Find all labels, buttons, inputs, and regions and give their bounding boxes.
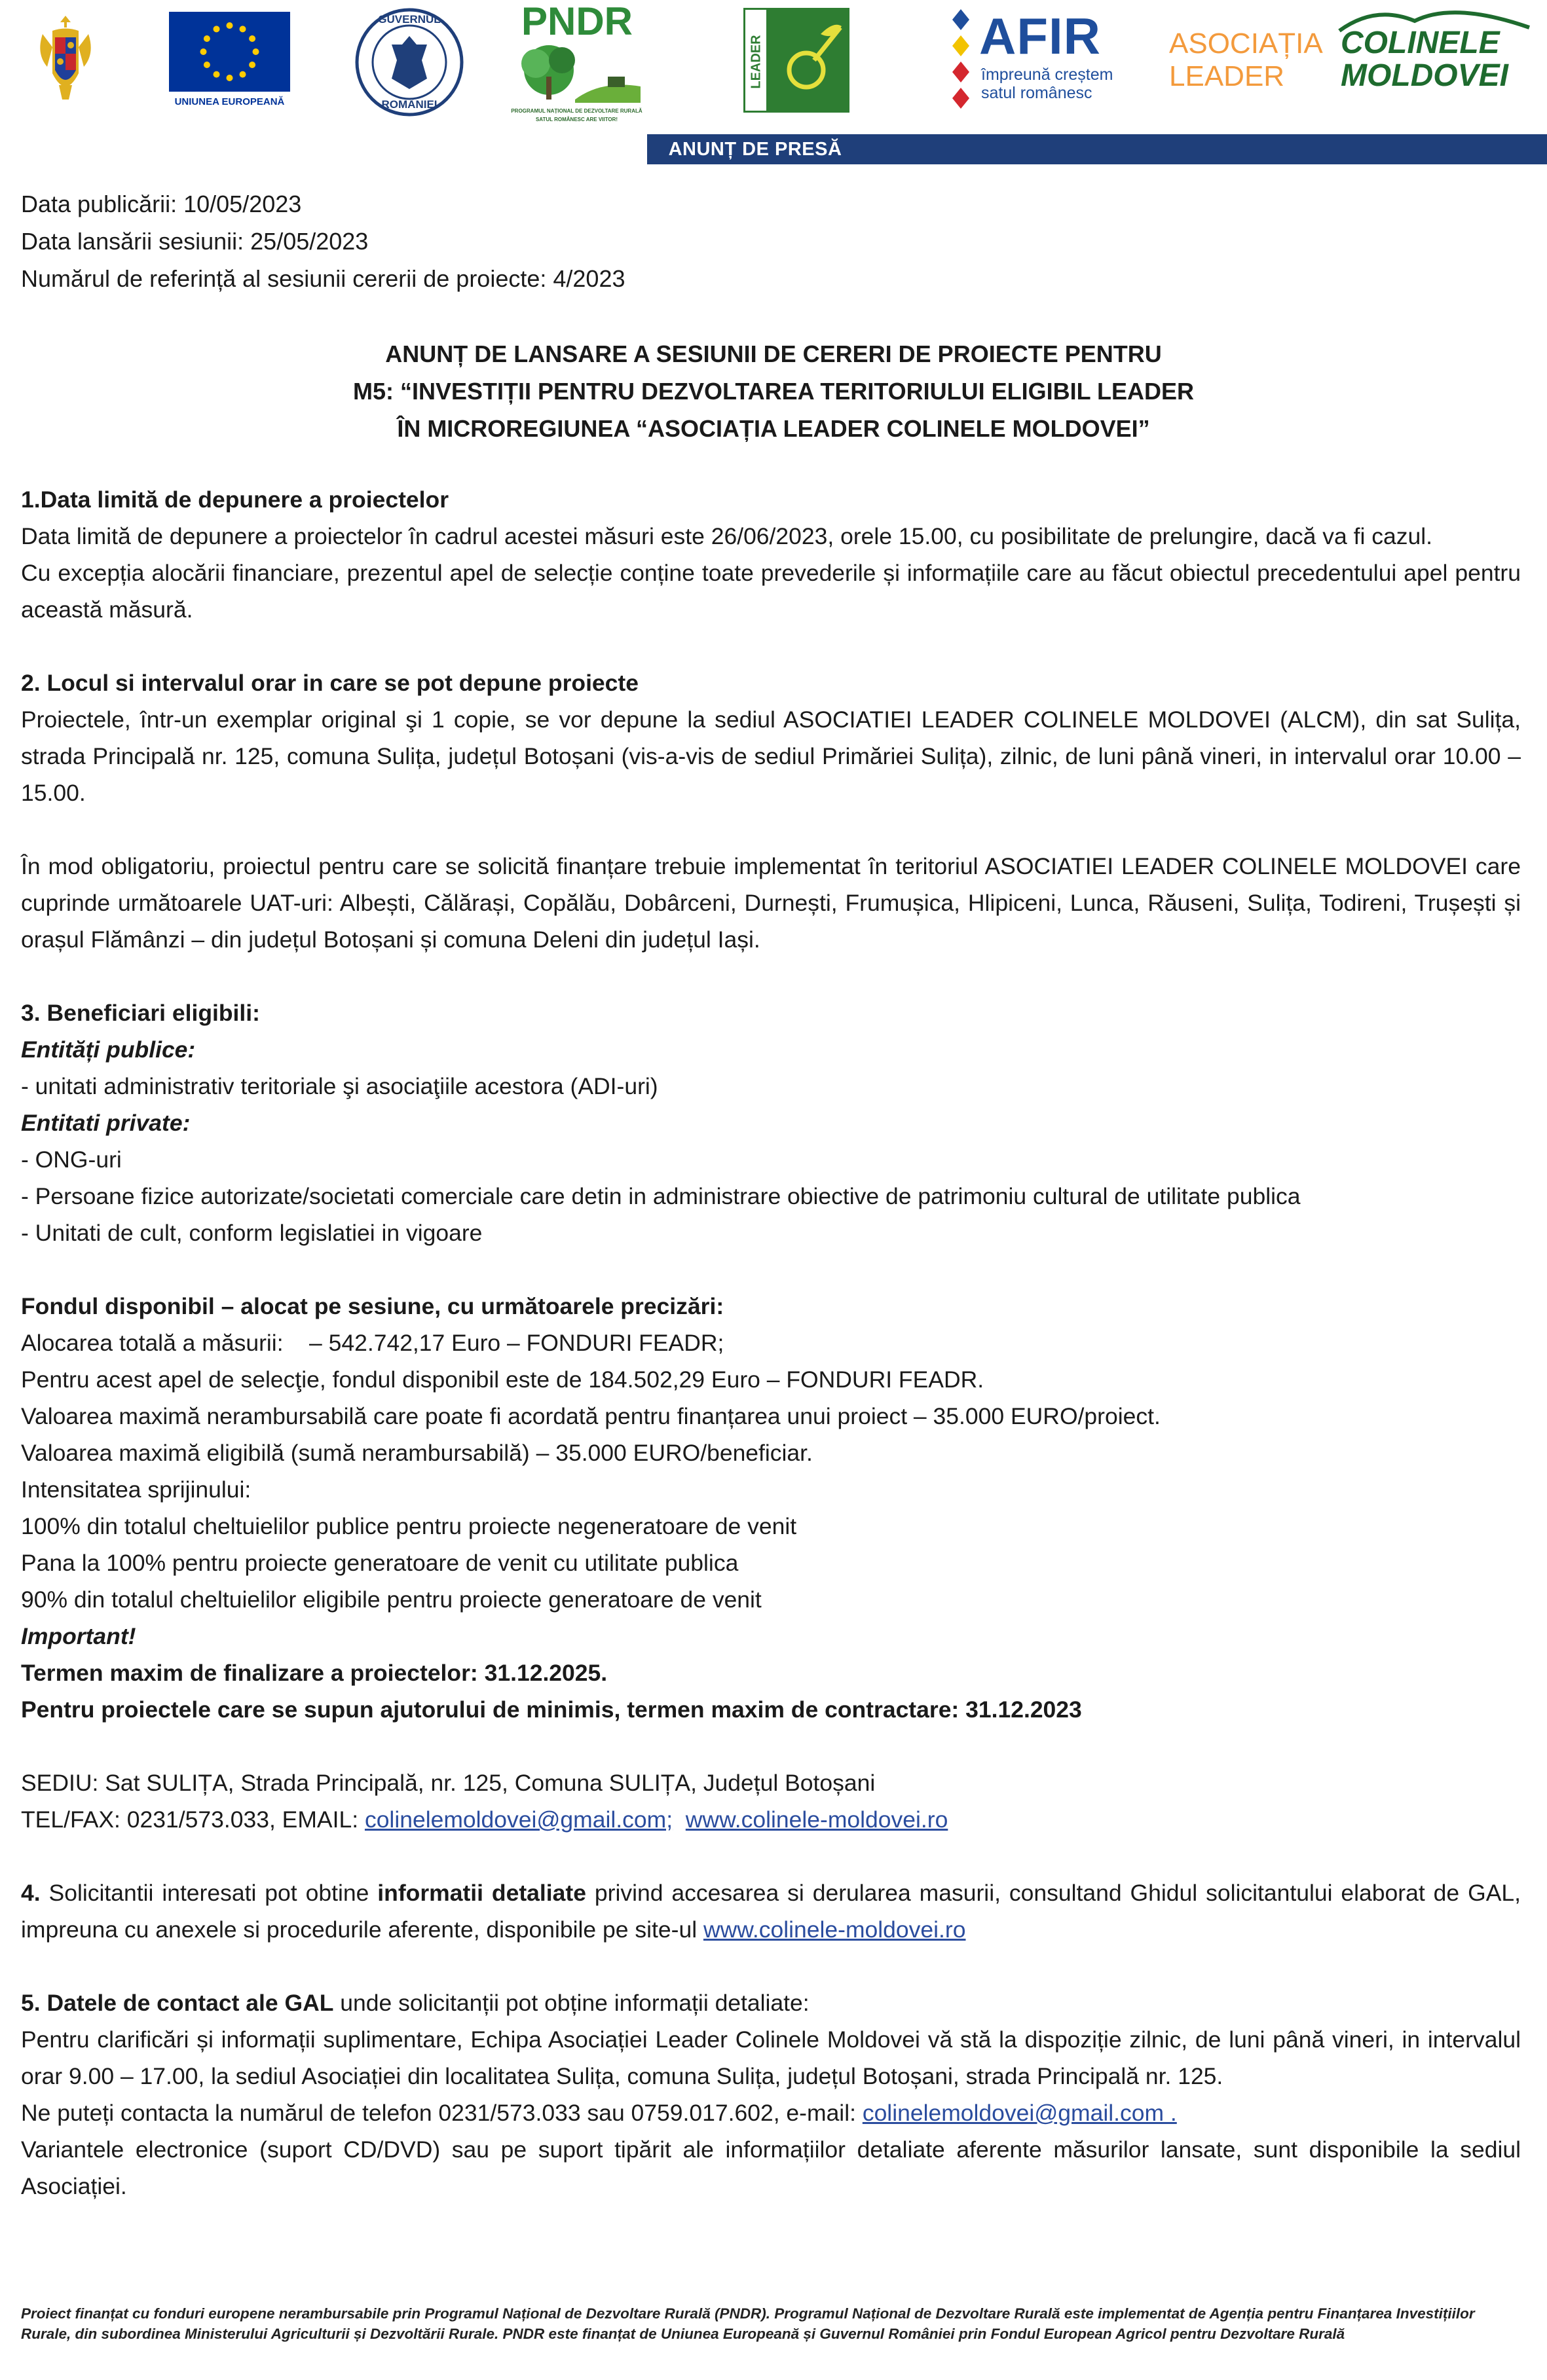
pndr-tree-logo-icon [510,41,644,106]
launch-date: Data lansării sesiunii: 25/05/2023 [21,228,369,255]
romania-coat-of-arms-icon [33,8,98,113]
publication-date: Data publicării: 10/05/2023 [21,191,302,217]
gov-label-top: GUVERNUL [378,13,441,26]
eu-label: UNIUNEA EUROPEANĂ [174,96,285,107]
section-2-heading: 2. Locul si intervalul orar in care se pot depune proiecte [21,670,639,696]
fund-heading: Fondul disponibil – alocat pe sesiune, cu următoarele precizări: [21,1293,724,1319]
fund-line: Intensitatea sprijinului: [21,1476,252,1503]
section-3-heading: 3. Beneficiari eligibili: [21,1000,260,1026]
afir-label: AFIR [979,7,1101,65]
private-entity-item: - ONG-uri [21,1146,122,1173]
session-meta [21,185,625,297]
pndr-logo [510,0,644,128]
section-5-heading-rest: unde solicitanții pot obține informații detaliate: [333,1990,810,2016]
section-4-paragraph [21,1875,1521,1948]
footer-note: Proiect finanțat cu fonduri europene nerambursabile prin Programul Național de Dezvoltare Rurală (PNDR). Programul Național de Dezvoltare Rurală este implementat de Agenția pentru Finanțarea Investițiilor Rurale, din subordinea Ministerului Agriculturii și Dezvoltării Rurale. PNDR este finanțat de Uniunea Europeană și Guvernul României prin Fondul European Agricol pentru Dezvoltare Rurală [21,2305,1475,2342]
email-link[interactable]: colinelemoldovei@gmail.com; [364,1806,673,1833]
fund-line: Pentru acest apel de selecţie, fondul disponibil este de 184.502,29 Euro – FONDURI FEADR. [21,1366,984,1393]
section-5-heading-line [21,1985,1521,2021]
completion-deadline: Termen maxim de finalizare a proiectelor: 31.12.2025. [21,1660,608,1686]
email-link[interactable]: colinelemoldovei@gmail.com . [862,2100,1177,2126]
leader-logo [743,8,849,113]
section-2-location: Proiectele, într-un exemplar original şi 1 copie, se vor depune la sediul ASOCIATIEI LEADER COLINELE MOLDOVEI (ALCM), din sat Sulița, strada Principală nr. 125, comuna Sulița, județul Botoșani (vis-a-vis de sediul Primăriei Sulița), zilnic, de luni până vineri, in intervalul orar 10.00 – 15.00. [21,706,1521,806]
fund-line: Pana la 100% pentru proiecte generatoare de venit cu utilitate publica [21,1550,739,1576]
fund-line: 90% din totalul cheltuielilor eligibile pentru proiecte generatoare de venit [21,1586,762,1613]
fund-line: Valoarea maximă nerambursabilă care poate fi acordată pentru finanțarea unui proiect – 35.000 EURO/proiect. [21,1403,1161,1429]
title-line-3: ÎN MICROREGIUNEA “ASOCIAȚIA LEADER COLINELE MOLDOVEI” [397,415,1150,442]
announcement-body [21,481,1521,2205]
alcm-label-1: ASOCIAȚIA [1169,27,1323,60]
important-label: Important! [21,1623,136,1649]
alcm-label-4: MOLDOVEI [1341,58,1509,93]
website-link[interactable]: www.colinele-moldovei.ro [685,1806,948,1833]
title-line-2: M5: “INVESTIȚII PENTRU DEZVOLTAREA TERITORIULUI ELIGIBIL LEADER [352,378,1195,405]
leader-logo-icon [768,8,849,113]
alcm-label-3: COLINELE [1341,26,1500,60]
fund-line: 100% din totalul cheltuielilor publice pentru proiecte negeneratoare de venit [21,1513,797,1539]
section-1-deadline: Data limită de depunere a proiectelor în cadrul acestei măsuri este 26/06/2023, orele 15.00, cu posibilitate de prelungire, dacă va fi cazul. [21,523,1432,549]
afir-sub-1: împreună creștem [981,65,1113,84]
office-address: SEDIU: Sat SULIȚA, Strada Principală, nr. 125, Comuna SULIȚA, Județul Botoșani [21,1770,876,1796]
pndr-label: PNDR [521,0,633,43]
section-5-materials: Variantele electronice (suport CD/DVD) sau pe suport tipărit ale informațiilor detaliate aferente măsurilor lansate, sunt disponibile la sediul Asociației. [21,2136,1521,2199]
private-entities-label: Entitati private: [21,1110,191,1136]
pndr-sub-2: SATUL ROMÂNESC ARE VIITOR! [535,117,618,122]
public-entities-label: Entități publice: [21,1036,196,1063]
fund-line: Valoarea maximă eligibilă (sumă nerambursabilă) – 35.000 EURO/beneficiar. [21,1440,813,1466]
press-release-band [647,134,1547,164]
section-1-note: Cu excepția alocării financiare, prezentul apel de selecție conține toate prevederile și informațiile care au făcut obiectul precedentului apel pentru această măsură. [21,560,1521,623]
section-5-details: Pentru clarificări și informații suplimentare, Echipa Asociației Leader Colinele Moldovei vă stă la dispoziție zilnic, de luni până vineri, in intervalul orar 9.00 – 17.00, la sediul Asociației din localitatea Sulița, comuna Sulița, județul Botoșani, strada Principală nr. 125. [21,2026,1521,2089]
website-link[interactable]: www.colinele-moldovei.ro [703,1916,966,1943]
title-line-1: ANUNȚ DE LANSARE A SESIUNII DE CERERI DE PROIECTE PENTRU [385,340,1162,367]
contracting-deadline: Pentru proiectele care se supun ajutorului de minimis, termen maxim de contractare: 31.12.2023 [21,1696,1082,1723]
section-4-bold: informatii detaliate [377,1880,586,1906]
private-entity-item: - Unitati de cult, conform legislatiei in vigoare [21,1220,483,1246]
section-1-heading: 1.Data limită de depunere a proiectelor [21,486,449,513]
government-logo [354,7,465,118]
press-release-label: ANUNȚ DE PRESĂ [668,139,842,160]
tel-fax-text: TEL/FAX: 0231/573.033, EMAIL: [21,1806,365,1833]
eu-logo [169,12,290,110]
contact-line [21,1801,1521,1838]
phone-text: Ne puteți contacta la numărul de telefon 0231/573.033 sau 0759.017.602, e-mail: [21,2100,863,2126]
page-title [0,335,1547,447]
gov-label-bottom: ROMÂNIEI [381,98,438,111]
section-5-heading: 5. Datele de contact ale GAL [21,1990,334,2016]
reference-number: Numărul de referință al sesiunii cererii de proiecte: 4/2023 [21,265,625,292]
section-4-text: privind accesarea si derularea masurii, consultand Ghidul solicitantului elaborat de GAL, impreuna cu anexele si procedurile aferente, disponibile pe site-ul [21,1880,1521,1943]
public-entity-item: - unitati administrativ teritoriale şi asociaţiile acestora (ADI-uri) [21,1073,658,1099]
eu-flag-icon [169,12,290,92]
section-5-phone [21,2095,1521,2131]
afir-sub-2: satul românesc [981,84,1092,102]
alcm-label-2: LEADER [1169,60,1285,92]
section-4-text: Solicitantii interesati pot obtine [40,1880,378,1906]
alcm-logo [1169,0,1533,121]
pndr-sub-1: PROGRAMUL NAȚIONAL DE DEZVOLTARE RURALĂ [511,108,643,114]
logo-strip [0,0,1547,134]
afir-logo-icon [950,7,972,118]
section-4-number: 4. [21,1880,41,1906]
leader-label: LEADER [749,35,764,89]
section-2-territory: În mod obligatoriu, proiectul pentru care se solicită finanțare trebuie implementat în teritoriul ASOCIATIEI LEADER COLINELE MOLDOVEI care cuprinde următoarele UAT-uri: Albești, Călărași, Copălău, Dobârceni, Durnești, Frumușica, Hlipiceni, Lunca, Răuseni, Sulița, Todireni, Trușești și orașul Flămânzi – din județul Botoșani și comuna Deleni din județul Iași. [21,853,1521,953]
afir-logo [950,7,1140,121]
fund-line: Alocarea totală a măsurii: – 542.742,17 Euro – FONDURI FEADR; [21,1330,724,1356]
private-entity-item: - Persoane fizice autorizate/societati comerciale care detin in administrare obiective de patrimoniu cultural de utilitate publica [21,1183,1301,1209]
